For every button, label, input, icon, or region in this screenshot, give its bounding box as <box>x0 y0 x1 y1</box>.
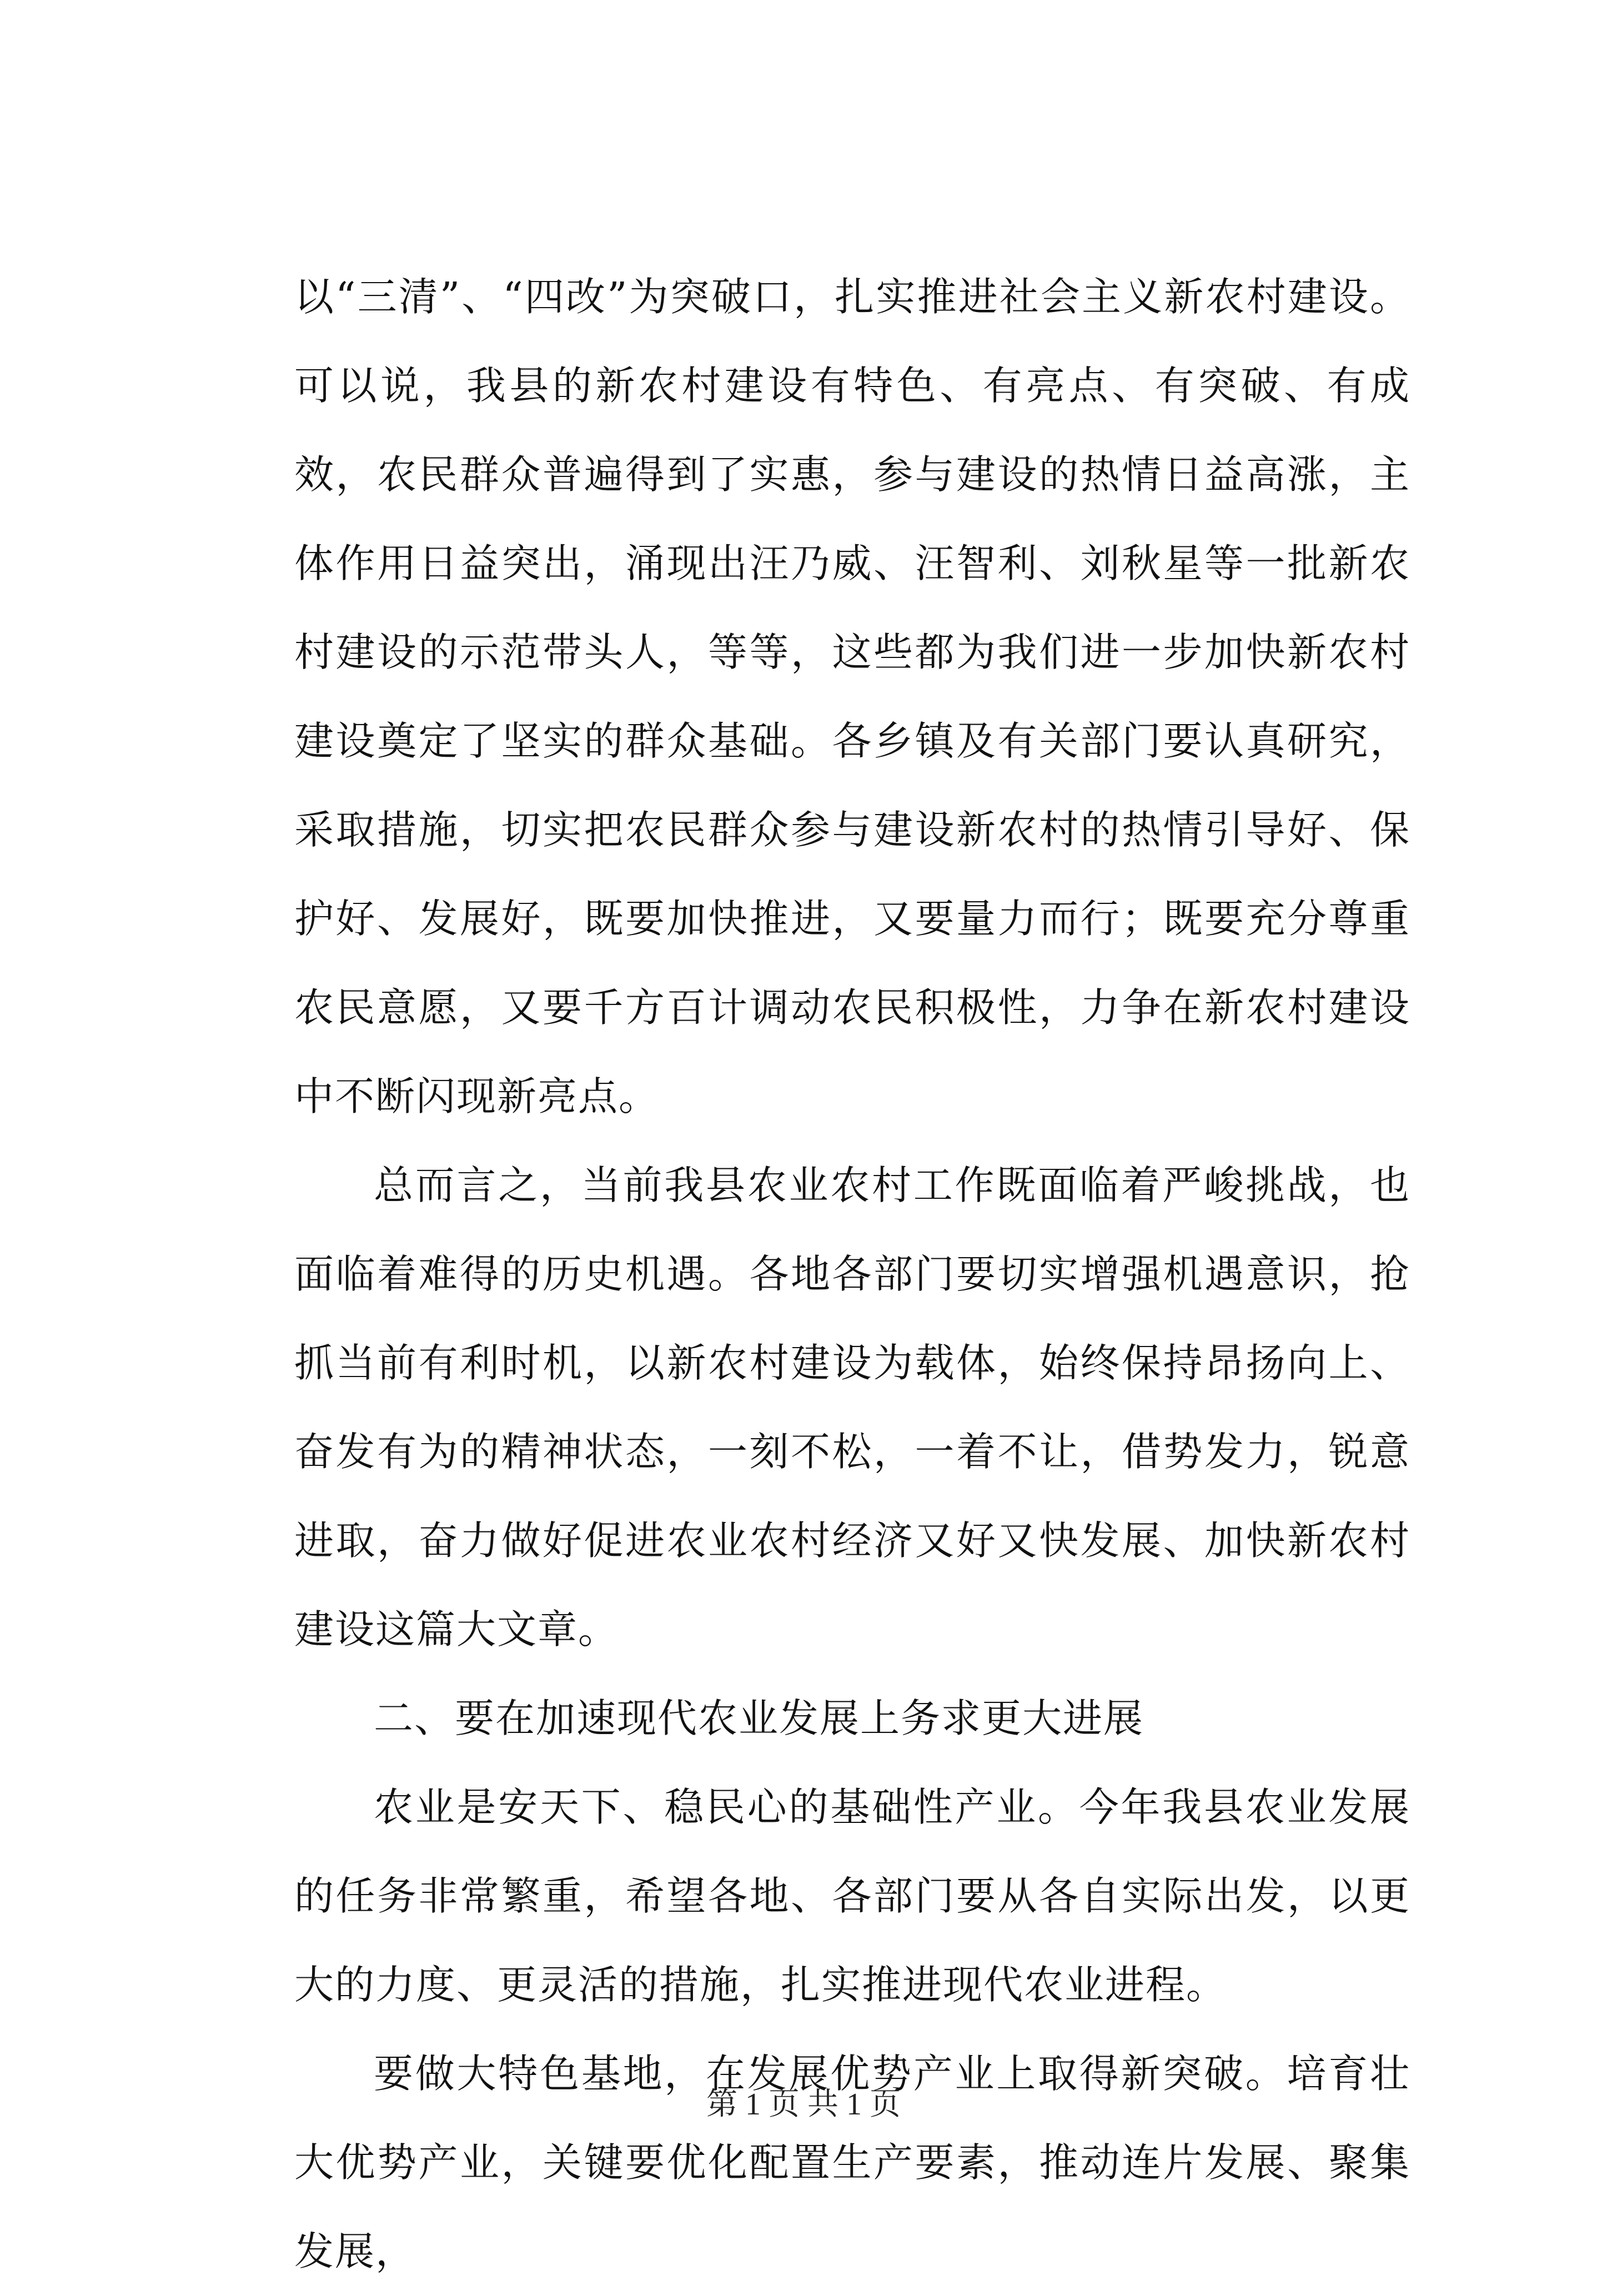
document-body <box>294 253 1410 2296</box>
body-paragraph: 农业是安天下、稳民心的基础性产业。今年我县农业发展的任务非常繁重，希望各地、各部门要从各自实际出发，以更大的力度、更灵活的措施，扎实推进现代农业进程。 <box>294 1784 1410 2008</box>
body-paragraph: 要做大特色基地，在发展优势产业上取得新突破。培育壮大优势产业，关键要优化配置生产要素，推动连片发展、聚集发展， <box>294 2051 1410 2274</box>
body-paragraph: 总而言之，当前我县农业农村工作既面临着严峻挑战，也面临着难得的历史机遇。各地各部门要切实增强机遇意识，抢抓当前有利时机，以新农村建设为载体，始终保持昂扬向上、奋发有为的精神状态，一刻不松，一着不让，借势发力，锐意进取，奋力做好促进农业农村经济又好又快发展、加快新农村建设这篇大文章。 <box>294 1162 1410 1652</box>
body-paragraph: 以“三清”、“四改”为突破口，扎实推进社会主义新农村建设。可以说，我县的新农村建设有特色、有亮点、有突破、有成效，农民群众普遍得到了实惠，参与建设的热情日益高涨，主体作用日益突出，涌现出汪乃威、汪智利、刘秋星等一批新农村建设的示范带头人，等等，这些都为我们进一步加快新农村建设奠定了坚实的群众基础。各乡镇及有关部门要认真研究，采取措施，切实把农民群众参与建设新农村的热情引导好、保护好、发展好，既要加快推进，又要量力而行；既要充分尊重农民意愿，又要千方百计调动农民积极性，力争在新农村建设中不断闪现新亮点。 <box>294 274 1410 1119</box>
section-heading: 二、要在加速现代农业发展上务求更大进展 <box>374 1695 1144 1741</box>
page-footer: 第 1 页 共 1 页 <box>706 2087 901 2122</box>
